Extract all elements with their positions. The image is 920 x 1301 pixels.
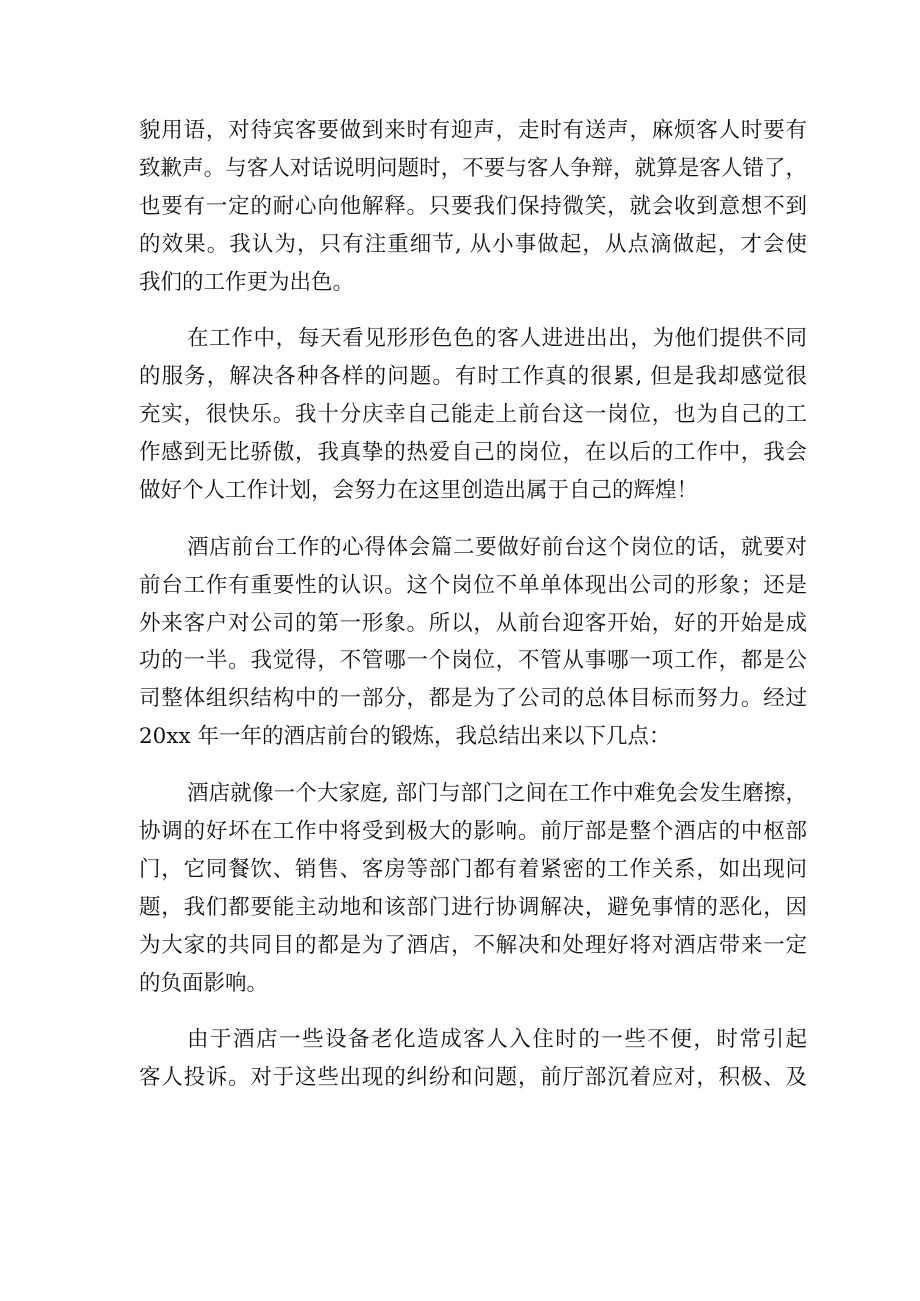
text-line: 充实，很快乐。我十分庆幸自己能走上前台这一岗位，也为自己的工 [139,402,807,428]
paragraph [139,1021,807,1097]
text-line: 作感到无比骄傲，我真挚的热爱自己的岗位，在以后的工作中，我会 [139,440,807,466]
paragraph [139,775,807,1002]
text-line: 的效果。我认为，只有注重细节, 从小事做起，从点滴做起，才会使 [139,231,807,257]
text-line: 前台工作有重要性的认识。这个岗位不单单体现出公司的形象；还是 [139,572,807,598]
text-line: 外来客户对公司的第一形象。所以，从前台迎客开始，好的开始是成 [139,610,807,636]
paragraph [139,320,807,509]
text-line: 客人投诉。对于这些出现的纠纷和问题，前厅部沉着应对，积极、及 [139,1065,807,1091]
text-line: 由于酒店一些设备老化造成客人入住时的一些不便，时常引起 [187,1027,807,1053]
text-line: 致歉声。与客人对话说明问题时，不要与客人争辩，就算是客人错了， [139,155,807,181]
document-body [139,112,807,1097]
text-line: 的负面影响。 [139,970,269,996]
text-line: 貌用语，对待宾客要做到来时有迎声，走时有送声，麻烦客人时要有 [139,118,807,143]
text-line: 题，我们都要能主动地和该部门进行协调解决，避免事情的恶化，因 [139,894,807,920]
text-line: 在工作中，每天看见形形色色的客人进进出出，为他们提供不同 [187,326,807,352]
text-line: 功的一半。我觉得，不管哪一个岗位，不管从事哪一项工作，都是公 [139,648,807,674]
text-line: 为大家的共同目的都是为了酒店，不解决和处理好将对酒店带来一定 [139,932,807,958]
text-line: 做好个人工作计划，会努力在这里创造出属于自己的辉煌！ [139,477,699,503]
text-line: 也要有一定的耐心向他解释。只要我们保持微笑，就会收到意想不到 [139,193,807,219]
text-line: 20xx 年一年的酒店前台的锻炼，我总结出来以下几点： [139,724,671,750]
text-line: 的服务，解决各种各样的问题。有时工作真的很累, 但是我却感觉很 [139,364,807,390]
paragraph [139,529,807,756]
text-line: 酒店就像一个大家庭, 部门与部门之间在工作中难免会发生磨擦， [187,781,807,807]
text-line: 司整体组织结构中的一部分，都是为了公司的总体目标而努力。经过 [139,686,807,712]
text-line: 协调的好坏在工作中将受到极大的影响。前厅部是整个酒店的中枢部 [139,818,807,844]
text-line: 门，它同餐饮、销售、客房等部门都有着紧密的工作关系，如出现问 [139,856,807,882]
paragraph [139,112,807,301]
text-line: 我们的工作更为出色。 [139,269,355,295]
text-line: 酒店前台工作的心得体会篇二要做好前台这个岗位的话，就要对 [187,534,807,560]
